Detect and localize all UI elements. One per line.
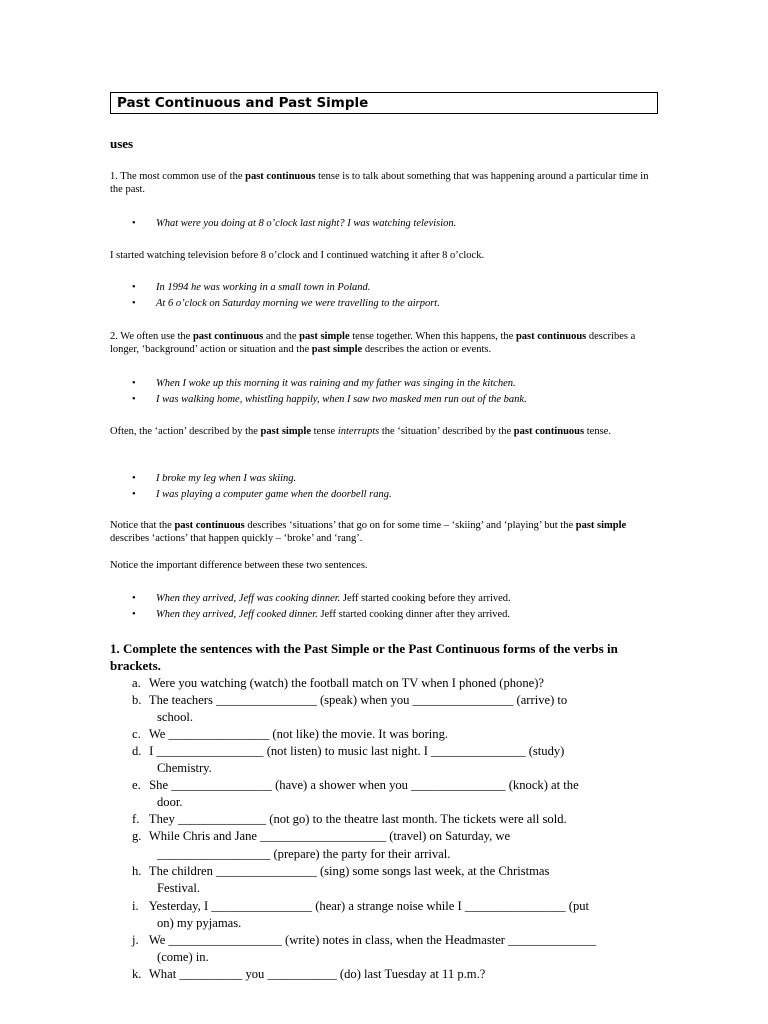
text: describes ‘actions’ that happen quickly – ‘broke’ and ‘rang’. [110, 533, 363, 544]
item-label: d. [132, 744, 142, 758]
item-continuation: Festival. [157, 881, 201, 895]
exercise-item-g [132, 828, 662, 845]
item-continuation: school. [157, 710, 194, 724]
item-text: Yesterday, I ________________ (hear) a strange noise while I ________________ (put [148, 899, 590, 913]
bullet-icon: • [132, 282, 136, 293]
bullet-icon: • [132, 394, 136, 405]
item-text: We __________________ (write) notes in class, when the Headmaster ______________ [148, 933, 597, 947]
paragraph-4 [110, 425, 658, 438]
exercise-item-i [132, 898, 662, 915]
bullet-icon: • [132, 298, 136, 309]
text: tense is to talk about something that was happening around a particular time in the past. [110, 171, 649, 195]
uses-heading: uses [110, 136, 134, 151]
bullet-icon: • [132, 378, 136, 389]
bold-term: past simple [311, 344, 363, 355]
bullet-icon: • [132, 593, 136, 604]
text: describes the action or events. [362, 344, 492, 355]
item-continuation: on) my pyjamas. [157, 916, 242, 930]
text: Notice that the [110, 520, 175, 531]
bullet-icon: • [132, 218, 136, 229]
text: tense. [584, 426, 611, 437]
example-text: When I woke up this morning it was raining and my father was singing in the kitchen. [156, 378, 516, 389]
item-label: h. [132, 864, 142, 878]
text: 2. We often use the [110, 331, 193, 342]
text: and the [263, 331, 300, 342]
item-text: While Chris and Jane ____________________ (travel) on Saturday, we [148, 829, 511, 843]
text: describes ‘situations’ that go on for some time – ‘skiing’ and ‘playing’ but the [244, 520, 576, 531]
exercise-item-a [132, 675, 662, 692]
text: tense together. When this happens, the [349, 331, 516, 342]
bold-term: past continuous [192, 331, 264, 342]
bold-term: past simple [299, 331, 350, 342]
text: describes a longer, ‘background’ action or situation and the [110, 331, 636, 355]
bullet-icon: • [132, 609, 136, 620]
item-text: The teachers ________________ (speak) when you ________________ (arrive) to [148, 693, 568, 707]
bold-term: past continuous [515, 331, 587, 342]
item-continuation: (come) in. [157, 950, 209, 964]
page-title: Past Continuous and Past Simple [117, 95, 369, 111]
item-continuation: door. [157, 795, 183, 809]
bullet-icon: • [132, 489, 136, 500]
paragraph-2: I started watching television before 8 o’clock and I continued watching it after 8 o’clock. [110, 250, 485, 261]
item-label: a. [132, 676, 141, 690]
item-label: b. [132, 693, 142, 707]
exercise-item-d [132, 743, 662, 760]
example-text: When they arrived, Jeff cooked dinner. [156, 609, 318, 620]
paragraph-5 [110, 519, 658, 545]
item-text: She ________________ (have) a shower when you _______________ (knock) at the [149, 778, 579, 792]
example-text: In 1994 he was working in a small town in Poland. [156, 282, 371, 293]
bold-term: past simple [260, 426, 312, 437]
item-text: The children ________________ (sing) some songs last week, at the Christmas [148, 864, 550, 878]
bold-term: past continuous [174, 520, 245, 531]
bold-term: past continuous [513, 426, 585, 437]
text: Often, the ‘action’ described by the [110, 426, 261, 437]
item-text: I _________________ (not listen) to music last night. I _______________ (study) [149, 744, 565, 758]
exercise-item-j [132, 932, 662, 949]
example-text: I broke my leg when I was skiing. [156, 473, 297, 484]
example-note: Jeff started cooking before they arrived. [340, 593, 511, 604]
item-text: Were you watching (watch) the football match on TV when I phoned (phone)? [148, 676, 545, 690]
paragraph-1 [110, 170, 658, 196]
text: the ‘situation’ described by the [379, 426, 514, 437]
item-text: We ________________ (not like) the movie. It was boring. [148, 727, 449, 741]
text: 1. The most common use of the [110, 171, 246, 182]
item-text: They ______________ (not go) to the theatre last month. The tickets were all sold. [148, 812, 567, 826]
paragraph-3 [110, 330, 658, 356]
item-continuation: __________________ (prepare) the party for their arrival. [157, 847, 451, 861]
exercise-heading: 1. Complete the sentences with the Past Simple or the Past Continuous forms of the verbs in brackets. [110, 641, 618, 673]
example-text: What were you doing at 8 o’clock last night? I was watching television. [156, 218, 457, 229]
example-text: I was walking home, whistling happily, when I saw two masked men run out of the bank. [156, 394, 527, 405]
italic-term: interrupts [337, 426, 380, 437]
bold-term: past continuous [245, 171, 316, 182]
item-label: e. [132, 778, 141, 792]
item-label: i. [132, 899, 139, 913]
example-text: At 6 o’clock on Saturday morning we were travelling to the airport. [156, 298, 440, 309]
bullet-icon: • [132, 473, 136, 484]
example-note: Jeff started cooking dinner after they arrived. [317, 609, 511, 620]
item-label: j. [132, 933, 139, 947]
title-box [110, 92, 658, 114]
text: tense [311, 426, 338, 437]
exercise-item-h [132, 863, 662, 880]
item-label: g. [132, 829, 142, 843]
item-label: f. [132, 812, 140, 826]
exercise-item-k [132, 966, 662, 983]
item-label: c. [132, 727, 141, 741]
example-text: I was playing a computer game when the doorbell rang. [156, 489, 392, 500]
exercise-item-f [132, 811, 662, 828]
example-text: When they arrived, Jeff was cooking dinner. [156, 593, 341, 604]
bold-term: past simple [575, 520, 627, 531]
exercise-item-b [132, 692, 662, 709]
item-continuation: Chemistry. [157, 761, 212, 775]
exercise-item-e [132, 777, 662, 794]
paragraph-6: Notice the important difference between these two sentences. [110, 560, 368, 571]
item-text: What __________ you ___________ (do) last Tuesday at 11 p.m.? [148, 967, 486, 981]
exercise-item-c [132, 726, 662, 743]
item-label: k. [132, 967, 142, 981]
